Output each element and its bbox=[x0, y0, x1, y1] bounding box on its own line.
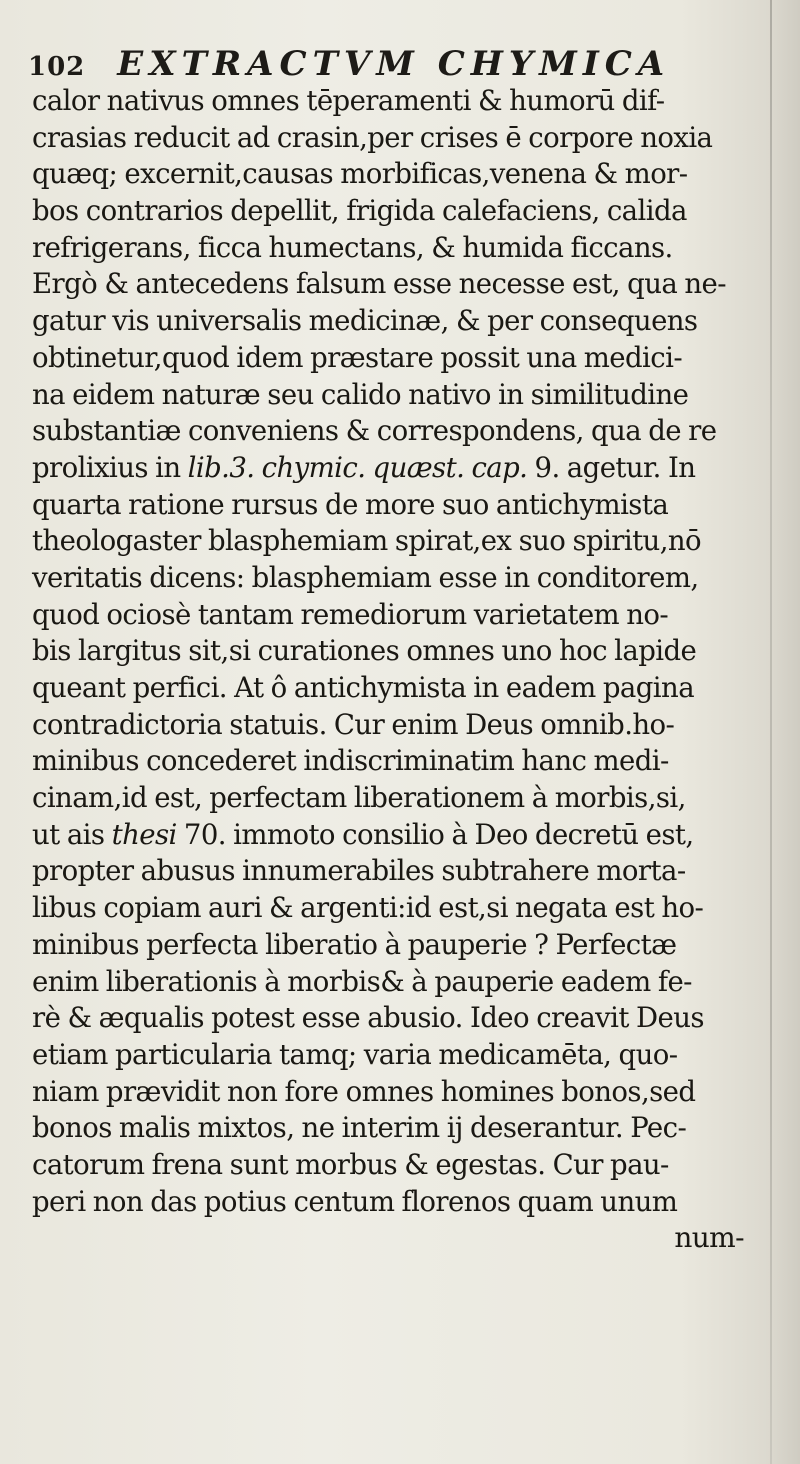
text-line bbox=[32, 1000, 760, 1037]
text-run: 9. agetur. In bbox=[527, 450, 696, 484]
text-run: Ergò & antecedens falsum esse necesse est, qua ne- bbox=[32, 267, 726, 301]
text-run: bis largitus sit,si curationes omnes uno hoc lapide bbox=[32, 634, 697, 668]
body-text bbox=[32, 83, 772, 1257]
text-run: ut ais bbox=[32, 817, 112, 851]
page-number: 102 bbox=[28, 52, 86, 82]
text-line bbox=[32, 523, 760, 560]
text-run: niam prævidit non fore omnes homines bonos,sed bbox=[32, 1074, 696, 1108]
text-line bbox=[32, 266, 760, 303]
text-line bbox=[32, 780, 760, 817]
text-line bbox=[32, 1110, 760, 1147]
text-line bbox=[32, 230, 760, 267]
text-run: refrigerans, ficca humectans, & humida ficcans. bbox=[32, 230, 673, 264]
italic-citation: thesi bbox=[111, 817, 177, 851]
text-run: peri non das potius centum florenos quam unum bbox=[32, 1184, 678, 1218]
text-line bbox=[32, 927, 760, 964]
text-line bbox=[32, 890, 760, 927]
text-run: prolixius in bbox=[32, 450, 188, 484]
text-line bbox=[32, 156, 760, 193]
text-run: calor nativus omnes tēperamenti & humorū dif- bbox=[32, 84, 665, 117]
page-header bbox=[28, 44, 748, 84]
text-line bbox=[32, 707, 760, 744]
text-run: propter abusus innumerabiles subtrahere morta- bbox=[32, 854, 686, 888]
text-run: minibus concederet indiscriminatim hanc medi- bbox=[32, 744, 669, 778]
text-run: etiam particularia tamq; varia medicamēta, quo- bbox=[32, 1037, 678, 1071]
text-run: cinam,id est, perfectam liberationem à morbis,si, bbox=[32, 781, 686, 815]
text-line bbox=[32, 1037, 760, 1074]
text-run: obtinetur,quod idem præstare possit una medici- bbox=[32, 340, 683, 374]
text-line bbox=[32, 853, 760, 890]
text-line bbox=[32, 743, 760, 780]
italic-citation: lib.3. chymic. quæst. cap. bbox=[187, 450, 528, 484]
text-run: 70. immoto consilio à Deo decretū est, bbox=[176, 817, 694, 851]
running-title: EXTRACTVM CHYMICA bbox=[117, 44, 671, 84]
text-line bbox=[32, 817, 760, 854]
text-run: theologaster blasphemiam spirat,ex suo spiritu,nō bbox=[32, 524, 702, 558]
text-run: quod ociosè tantam remediorum varietatem no- bbox=[32, 597, 669, 631]
text-line bbox=[32, 413, 760, 450]
text-run: gatur vis universalis medicinæ, & per consequens bbox=[32, 304, 698, 338]
text-run: veritatis dicens: blasphemiam esse in conditorem, bbox=[32, 560, 699, 594]
text-run: catorum frena sunt morbus & egestas. Cur pau- bbox=[32, 1147, 669, 1181]
text-run: crasias reducit ad crasin,per crises ē corpore noxia bbox=[32, 120, 713, 154]
text-line bbox=[32, 633, 760, 670]
text-line bbox=[32, 1184, 760, 1221]
text-line bbox=[32, 120, 760, 157]
text-line bbox=[32, 83, 760, 120]
text-line bbox=[32, 340, 760, 377]
text-line bbox=[32, 193, 760, 230]
text-line bbox=[32, 597, 760, 634]
text-line bbox=[32, 487, 760, 524]
text-run: queant perfici. At ô antichymista in eadem pagina bbox=[32, 671, 695, 704]
text-run: contradictoria statuis. Cur enim Deus omnib.ho- bbox=[32, 707, 675, 741]
text-run: bonos malis mixtos, ne interim ij deserantur. Pec- bbox=[32, 1111, 687, 1145]
text-run: na eidem naturæ seu calido nativo in similitudine bbox=[32, 377, 689, 411]
catchword: num- bbox=[674, 1221, 744, 1255]
text-run: rè & æqualis potest esse abusio. Ideo creavit Deus bbox=[32, 1001, 704, 1035]
text-run: quarta ratione rursus de more suo antichymista bbox=[32, 487, 669, 521]
text-run: bos contrarios depellit, frigida calefaciens, calida bbox=[32, 194, 687, 228]
text-line bbox=[32, 450, 760, 487]
text-line bbox=[32, 1147, 760, 1184]
text-run: enim liberationis à morbis& à pauperie eadem fe- bbox=[32, 964, 692, 998]
text-line bbox=[32, 303, 760, 340]
text-run: minibus perfecta liberatio à pauperie ? Perfectæ bbox=[32, 927, 677, 961]
text-line bbox=[32, 560, 760, 597]
text-run: quæq; excernit,causas morbificas,venena & mor- bbox=[32, 157, 688, 191]
text-run: substantiæ conveniens & correspondens, qua de re bbox=[32, 414, 717, 448]
text-line bbox=[32, 1074, 760, 1111]
text-line bbox=[32, 964, 760, 1001]
text-run: libus copiam auri & argenti:id est,si negata est ho- bbox=[32, 891, 704, 925]
text-line bbox=[32, 670, 760, 707]
text-line bbox=[32, 377, 760, 414]
